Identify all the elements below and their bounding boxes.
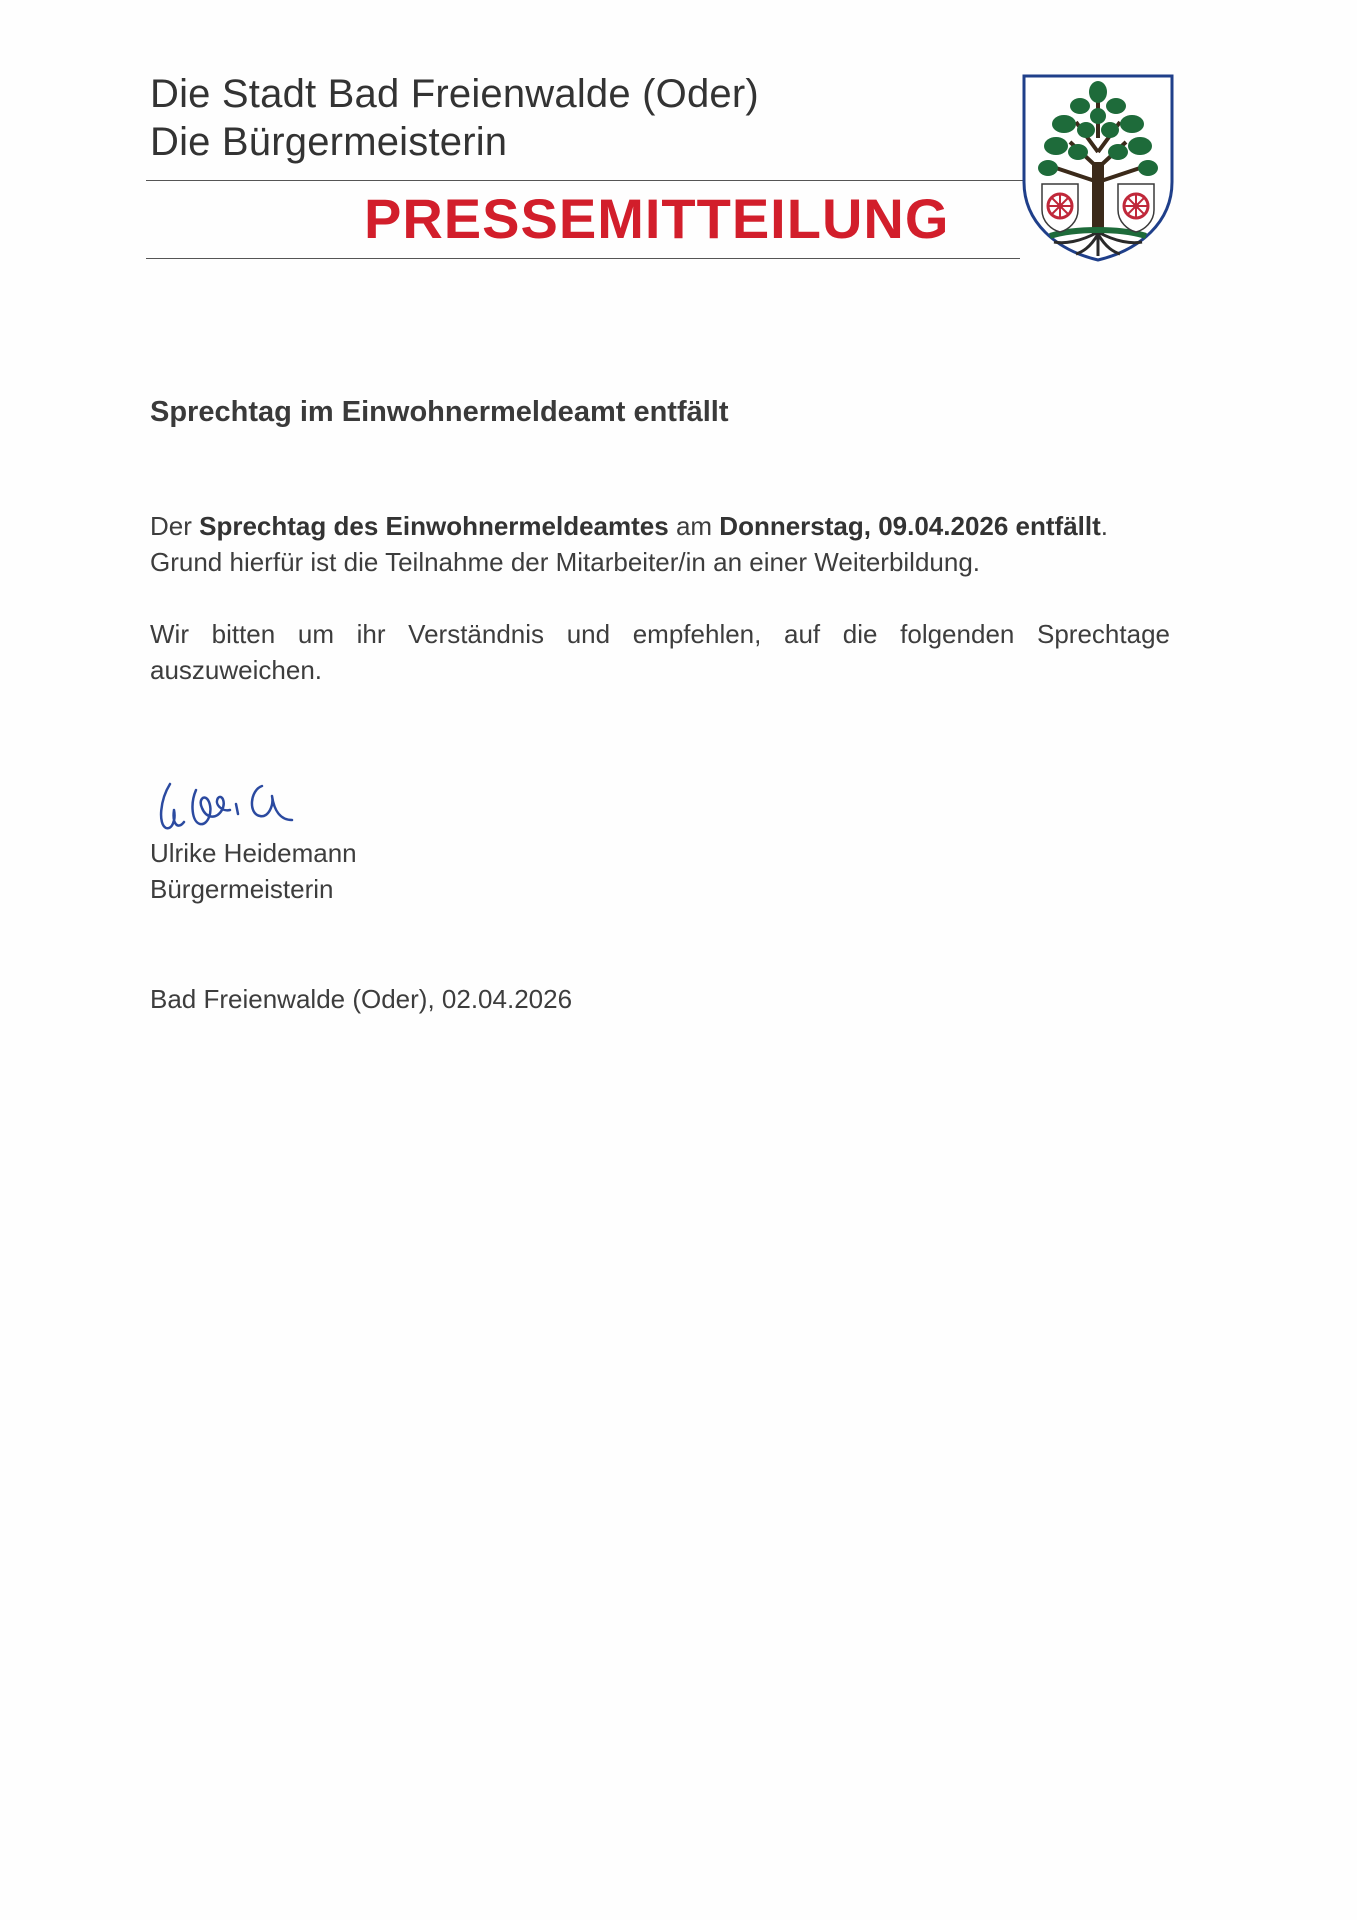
- issuer-office: Die Bürgermeisterin: [150, 120, 508, 164]
- press-release-headline: Sprechtag im Einwohnermeldeamt entfällt: [150, 396, 729, 428]
- signer-name: Ulrike Heidemann: [150, 838, 357, 868]
- text-fragment: Der: [150, 511, 200, 541]
- issuer-city: Die Stadt Bad Freienwalde (Oder): [150, 72, 759, 116]
- text-fragment: am: [668, 511, 720, 541]
- header-divider-bottom: [146, 258, 1020, 259]
- signer-title: Bürgermeisterin: [150, 874, 334, 904]
- press-release-title: PRESSEMITTEILUNG: [364, 187, 950, 250]
- left-wheel-shield: [1042, 184, 1078, 232]
- bold-date-cancelled: Donnerstag, 09.04.2026 entfällt: [719, 511, 1101, 541]
- announcement-line2: Grund hierfür ist die Teilnahme der Mitarbeiter/in an einer Weiterbildung.: [150, 547, 981, 577]
- bold-office-name: Sprechtag des Einwohnermeldeamtes: [199, 511, 669, 541]
- coat-of-arms-icon: [1020, 72, 1176, 264]
- place-and-date: Bad Freienwalde (Oder), 02.04.2026: [150, 984, 573, 1014]
- request-paragraph: Wir bitten um ihr Verständnis und empfehlen, auf die folgenden Sprechtage auszuweichen.: [150, 619, 1170, 685]
- announcement-paragraph: [150, 508, 1170, 580]
- text-fragment: .: [1100, 511, 1109, 541]
- announcement-line1: [150, 508, 1170, 544]
- tree-trunk: [1092, 162, 1104, 234]
- right-wheel-shield: [1118, 184, 1154, 232]
- header-divider-top: [146, 180, 1024, 181]
